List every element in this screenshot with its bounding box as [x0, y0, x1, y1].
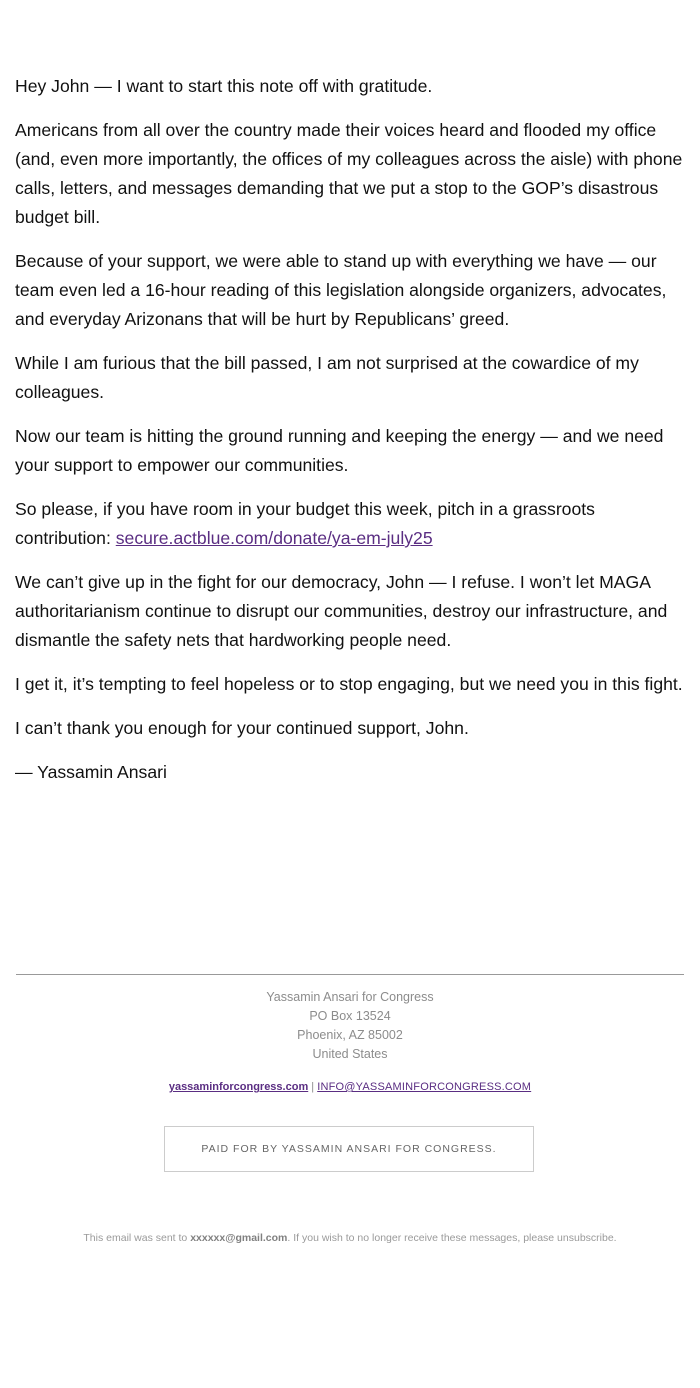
body-paragraph: Now our team is hitting the ground running and keeping the energy — and we need your support to empower our communities. — [15, 426, 664, 475]
recipient-email: xxxxxx@gmail.com — [190, 1232, 288, 1244]
body-paragraph: Americans from all over the country made their voices heard and flooded my office (and, even more importantly, the offices of my colleagues across the aisle) with phone calls, letters, and messages demanding that we put a stop to the GOP’s disastrous budget bill. — [15, 120, 683, 227]
po-box: PO Box 13524 — [309, 1009, 391, 1023]
footer-divider — [16, 974, 684, 975]
email-link[interactable]: INFO@YASSAMINFORCONGRESS.COM — [317, 1081, 532, 1093]
sent-prefix: This email was sent to — [83, 1232, 191, 1244]
greeting-paragraph: Hey John — I want to start this note off with gratitude. — [15, 76, 433, 96]
body-paragraph: Because of your support, we were able to stand up with everything we have — our team even led a 16-hour reading of this legislation alongside organizers, advocates, and everyday Arizonans that will be hurt by Republicans’ greed. — [15, 251, 667, 329]
donate-text: So please, if you have room in your budget this week, pitch in a grassroots contribution: — [15, 499, 595, 548]
signature: — Yassamin Ansari — [15, 762, 167, 782]
link-separator: | — [311, 1081, 315, 1093]
donate-link[interactable]: secure.actblue.com/donate/ya-em-july25 — [115, 528, 433, 548]
website-link[interactable]: yassaminforcongress.com — [168, 1081, 309, 1093]
body-paragraph: We can’t give up in the fight for our democracy, John — I refuse. I won’t let MAGA authoritarianism continue to disrupt our communities, destroy our infrastructure, and dismantle the safety nets that hardworking people need. — [15, 572, 668, 650]
body-paragraph: While I am furious that the bill passed, I am not surprised at the cowardice of my colleagues. — [15, 353, 639, 402]
donate-paragraph — [15, 495, 687, 553]
city-state-zip: Phoenix, AZ 85002 — [297, 1028, 403, 1042]
paid-for-disclaimer — [164, 1126, 534, 1172]
footer-address — [0, 988, 700, 1064]
unsubscribe-note — [0, 1230, 700, 1246]
unsubscribe-text[interactable]: . If you wish to no longer receive these messages, please unsubscribe. — [287, 1232, 617, 1244]
body-paragraph: I can’t thank you enough for your continued support, John. — [15, 718, 469, 738]
org-name: Yassamin Ansari for Congress — [266, 990, 434, 1004]
footer-links — [0, 1079, 700, 1095]
email-body — [15, 72, 687, 802]
country: United States — [312, 1047, 388, 1061]
body-paragraph: I get it, it’s tempting to feel hopeless or to stop engaging, but we need you in this fight. — [15, 674, 683, 694]
paid-for-text: PAID FOR BY YASSAMIN ANSARI FOR CONGRESS. — [201, 1143, 497, 1155]
